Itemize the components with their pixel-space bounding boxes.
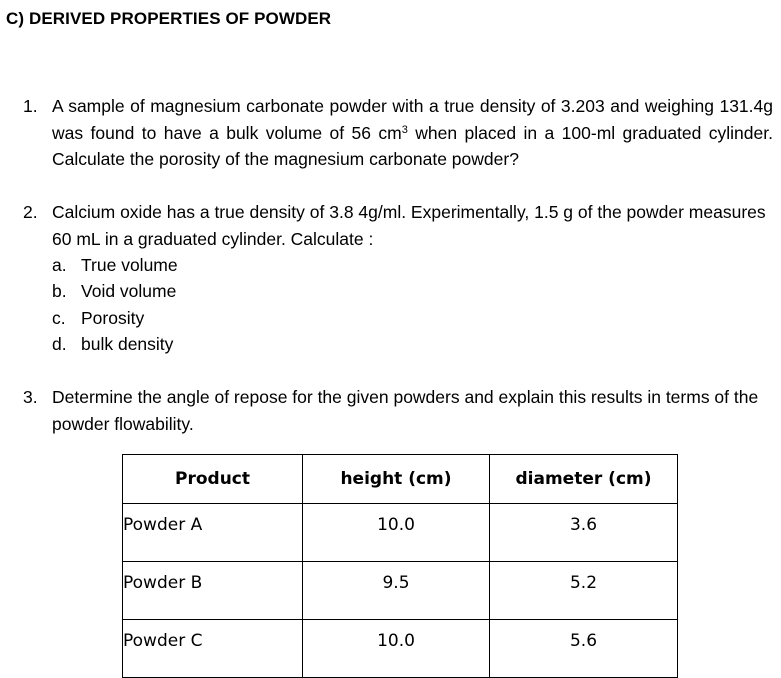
header-diameter: diameter (cm) bbox=[490, 455, 678, 504]
question-text: Determine the angle of repose for the given powders and explain this results in terms of the powder flowability. bbox=[52, 387, 759, 434]
question-text: Calcium oxide has a true density of 3.8 4g/ml. Experimentally, 1.5 g of the powder measures 60 mL in a graduated cylinder. Calculate : bbox=[52, 202, 766, 249]
table-header-row bbox=[123, 455, 678, 504]
subitem-a: a. True volume bbox=[52, 255, 178, 275]
section-heading: C) DERIVED PROPERTIES OF POWDER bbox=[6, 9, 332, 28]
cell-diameter: 5.6 bbox=[490, 620, 678, 678]
cell-height: 9.5 bbox=[303, 562, 490, 620]
question-number: 1. bbox=[23, 96, 38, 116]
question-2 bbox=[23, 199, 773, 252]
question-number: 2. bbox=[23, 202, 38, 222]
question-number: 3. bbox=[23, 387, 38, 407]
superscript: 3 bbox=[401, 123, 408, 136]
cell-diameter: 5.2 bbox=[490, 562, 678, 620]
table-row bbox=[123, 620, 678, 678]
cell-diameter: 3.6 bbox=[490, 504, 678, 562]
subitem-d: d. bulk density bbox=[52, 334, 174, 354]
question-text: A sample of magnesium carbonate powder with a true density of 3.203 and weighing 131.4g was found to have a bulk volume of 56 $cm^3$ when placed in a 100-ml graduated cylinder. Calculate the porosity of the magnesium carbonate powder? bbox=[52, 96, 773, 169]
question-3 bbox=[23, 384, 773, 437]
cell-product: Powder A bbox=[123, 504, 303, 562]
cell-product: Powder C bbox=[123, 620, 303, 678]
table-row bbox=[123, 504, 678, 562]
cell-height: 10.0 bbox=[303, 620, 490, 678]
subitem-b: b. Void volume bbox=[52, 281, 177, 301]
question-1 bbox=[23, 93, 773, 173]
table-row bbox=[123, 562, 678, 620]
subitem-c: c. Porosity bbox=[52, 308, 145, 328]
header-product: Product bbox=[123, 455, 303, 504]
cell-height: 10.0 bbox=[303, 504, 490, 562]
header-height: height (cm) bbox=[303, 455, 490, 504]
angle-of-repose-table bbox=[122, 454, 678, 678]
cell-product: Powder B bbox=[123, 562, 303, 620]
